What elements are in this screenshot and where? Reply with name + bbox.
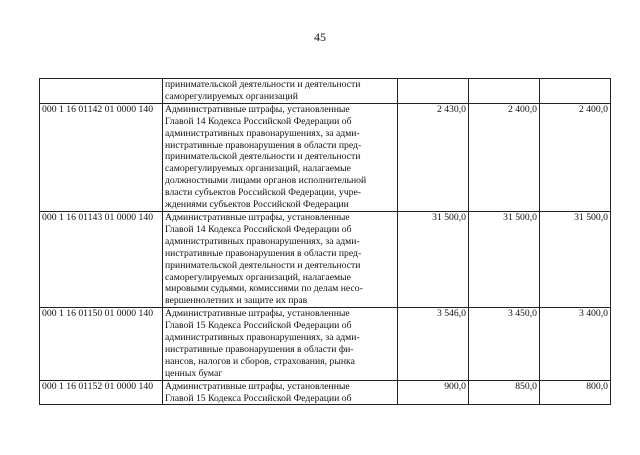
- description-line: власти субъектов Российской Федерации, учре-: [165, 187, 361, 199]
- row-value-2: 2 400,0: [469, 103, 540, 211]
- description-line: саморегулируемых организаций, налагаемые: [165, 163, 351, 175]
- row-value-3: 800,0: [540, 380, 611, 405]
- row-value-1: 31 500,0: [398, 211, 469, 307]
- description-line: Главой 15 Кодекса Российской Федерации об: [165, 320, 352, 332]
- description-line: административных правонарушениях, за адми-: [165, 235, 360, 247]
- description-line: нансов, налогов и сборов, страхования, рынка: [165, 355, 355, 367]
- table-row: [40, 308, 611, 380]
- table-row: [40, 211, 611, 307]
- row-code: 000 1 16 01142 01 0000 140: [40, 103, 163, 211]
- description-line: принимательской деятельности и деятельности: [165, 259, 361, 271]
- description-line: Главой 15 Кодекса Российской Федерации об: [165, 392, 352, 404]
- description-line: саморегулируемых организаций: [165, 90, 298, 102]
- row-description: [163, 308, 398, 380]
- row-code: 000 1 16 01143 01 0000 140: [40, 211, 163, 307]
- table-row: [40, 380, 611, 405]
- row-code: 000 1 16 01152 01 0000 140: [40, 380, 163, 405]
- description-line: ждениями субъектов Российской Федерации: [165, 199, 349, 211]
- description-line: должностными лицами органов исполнительной: [165, 175, 367, 187]
- description-line: саморегулируемых организаций, налагаемые: [165, 271, 351, 283]
- row-value-1: 2 430,0: [398, 103, 469, 211]
- table-row-continuation: [40, 79, 611, 104]
- row-description: [163, 103, 398, 211]
- description-line: Главой 14 Кодекса Российской Федерации об: [165, 223, 352, 235]
- description-line: мировыми судьями, комиссиями по делам несо-: [165, 283, 363, 295]
- description-line: нистративные правонарушения в области фи-: [165, 343, 354, 355]
- row-description: [163, 380, 398, 405]
- budget-revenue-table: [39, 78, 611, 405]
- row-value-1: 3 546,0: [398, 308, 469, 380]
- row-description: [163, 211, 398, 307]
- row-value-3: 2 400,0: [540, 103, 611, 211]
- description-line: нистративные правонарушения в области пред-: [165, 247, 362, 259]
- description-line: Административные штрафы, установленные: [165, 380, 350, 392]
- row-value-2: 3 450,0: [469, 308, 540, 380]
- row-value-2: 31 500,0: [469, 211, 540, 307]
- row-value-3: 31 500,0: [540, 211, 611, 307]
- description-line: административных правонарушениях, за адми-: [165, 127, 360, 139]
- description-line: вершеннолетних и защите их прав: [165, 295, 308, 307]
- table-body: [40, 79, 611, 405]
- row-value-3: 3 400,0: [540, 308, 611, 380]
- row-value-3: [540, 79, 611, 104]
- description-line: ценных бумаг: [165, 367, 223, 379]
- description-line: административных правонарушениях, за адми-: [165, 332, 360, 344]
- row-code: [40, 79, 163, 104]
- row-description: [163, 79, 398, 104]
- description-line: нистративные правонарушения в области пред-: [165, 139, 362, 151]
- description-line: принимательской деятельности и деятельности: [165, 151, 361, 163]
- description-line: Административные штрафы, установленные: [165, 103, 350, 115]
- description-line: Главой 14 Кодекса Российской Федерации об: [165, 115, 352, 127]
- description-line: принимательской деятельности и деятельности: [165, 79, 361, 90]
- row-value-2: 850,0: [469, 380, 540, 405]
- page-number: 45: [314, 30, 326, 44]
- description-line: Административные штрафы, установленные: [165, 211, 350, 223]
- row-value-1: [398, 79, 469, 104]
- table-row: [40, 103, 611, 211]
- row-code: 000 1 16 01150 01 0000 140: [40, 308, 163, 380]
- description-line: Административные штрафы, установленные: [165, 308, 350, 320]
- row-value-2: [469, 79, 540, 104]
- row-value-1: 900,0: [398, 380, 469, 405]
